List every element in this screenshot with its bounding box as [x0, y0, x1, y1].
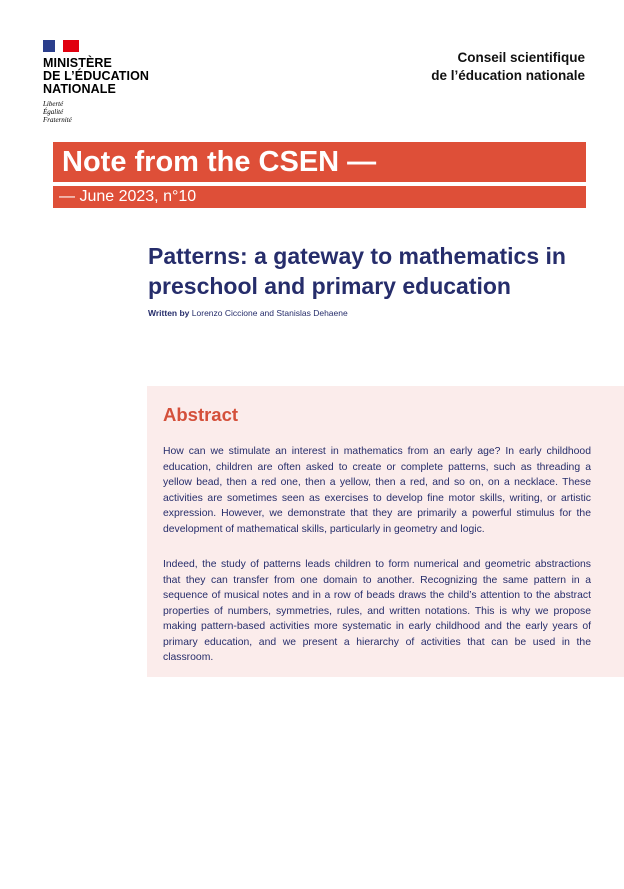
- article-title: Patterns: a gateway to mathematics in preschool and primary education: [148, 243, 566, 299]
- motto-line: Fraternité: [43, 116, 72, 124]
- motto-line: Liberté: [43, 100, 64, 108]
- republic-motto: [43, 100, 149, 124]
- authors: Lorenzo Ciccione and Stanislas Dehaene: [191, 308, 348, 318]
- ministry-line: DE L’ÉDUCATION: [43, 69, 150, 83]
- note-date: — June 2023, n°10: [59, 188, 197, 205]
- council-line: de l’éducation nationale: [431, 68, 585, 83]
- byline-label: Written by: [148, 308, 190, 318]
- ministry-line: NATIONALE: [43, 82, 116, 96]
- council-line: Conseil scientifique: [457, 50, 585, 65]
- ministry-logo: [43, 40, 149, 124]
- byline: [148, 308, 348, 318]
- marianne-flag-icon: [43, 40, 79, 52]
- abstract-heading: Abstract: [163, 404, 239, 425]
- motto-line: Égalité: [43, 108, 64, 116]
- abstract-box: [147, 386, 624, 677]
- note-banner: [53, 142, 586, 182]
- abstract-paragraph: How can we stimulate an interest in mathematics from an early age? In early childhood education, children are often asked to create or complete patterns, such as threading a yellow bead, then a red one, then a yellow, then a red, and so on, on a necklace. These activities are sometimes seen as exercises to develop fine motor skills, writing, or artistic expression. However, we demonstrate that they are primarily a powerful stimulus for the development of mathematical skills, particularly in geometry and logic.: [163, 446, 591, 535]
- note-banner-title: Note from the CSEN —: [62, 146, 377, 178]
- ministry-name: [43, 57, 149, 96]
- council-name: [431, 49, 585, 85]
- note-date-banner: [53, 186, 586, 208]
- ministry-line: MINISTÈRE: [43, 56, 112, 70]
- abstract-paragraph: Indeed, the study of patterns leads children to form numerical and geometric abstractions that they can transfer from one domain to another. Recognizing the same pattern in a sequence of musical notes and in a row of beads draws the child’s attention to the abstract properties of numbers, symmetries, rules, and written notations. This is why we propose making pattern-based activities more systematic in early childhood and the early years of primary education, and we present a hierarchy of activities that can be used in the classroom.: [163, 559, 591, 663]
